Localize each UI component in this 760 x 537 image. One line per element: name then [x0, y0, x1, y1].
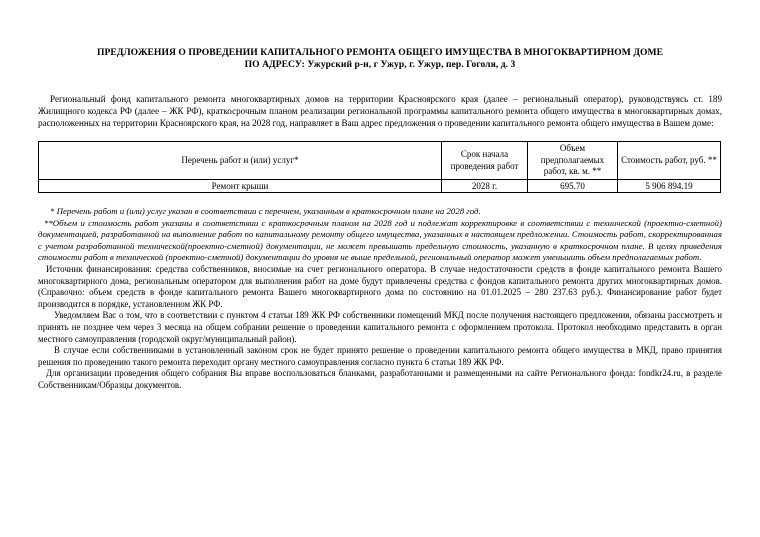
table-row [39, 180, 721, 193]
cell-cost: 5 906 894.19 [618, 180, 721, 193]
body-text [38, 264, 722, 392]
header-cost: Стоимость работ, руб. ** [618, 142, 721, 180]
header-works-list: Перечень работ и (или) услуг* [39, 142, 442, 180]
header-start-date: Срок начала проведения работ [442, 142, 528, 180]
cell-start-date: 2028 г. [442, 180, 528, 193]
intro-paragraph: Региональный фонд капитального ремонта многоквартирных домов на территории Красноярского края (далее – региональный оператор), руководствуясь ст. 189 Жилищного кодекса РФ (далее – ЖК РФ), краткосрочным планом реализации региональной программы капитального ремонта общего имущества в многоквартирных домах, расположенных на территории Красноярского края, на 2028 год, направляет в Ваш адрес предложения о проведении капитального ремонта общего имущества в Вашем доме: [38, 94, 722, 128]
forms-paragraph: Для организации проведения общего собрания Вы вправе воспользоваться бланками, разработанными и размещенными на сайте Регионального фонда: fondkr24.ru, в разделе Собственникам/Образцы документов. [38, 368, 722, 390]
footnotes [38, 206, 722, 264]
financing-paragraph: Источник финансирования: средства собственников, вносимые на счет регионального оператора. В случае недостаточности средств в фонде капитального ремонта Вашего многоквартирного дома, региональным оператором для выполнения работ на доме будут привлечены средства с фондов капитального ремонта других многоквартирных домов. (Справочно: объем средств в фонде капитального ремонта Вашего многоквартирного дома по состоянию на 01.01.2025 – 280 237.63 руб.). Финансирование работ будет производится в порядке, установленном ЖК РФ. [38, 263, 722, 309]
cell-work-name: Ремонт крыши [39, 180, 442, 193]
notification-paragraph: Уведомляем Вас о том, что в соответствии с пунктом 4 статьи 189 ЖК РФ собственники помещений МКД после получения настоящего предложения, обязаны рассмотреть и принять не позднее чем через 3 месяца на общем собрании решение о проведении капитального ремонта с оформлением протокола. Протокол необходимо представить в орган местного самоуправления (городской округ/муниципальный район). [38, 310, 722, 344]
cell-volume: 695.70 [528, 180, 618, 193]
decision-paragraph: В случае если собственниками в установленный законом срок не будет принято решение о проведении капитального ремонта общего имущества в МКД, право принятия решения по проведению такого ремонта переходит органу местного самоуправления согласно пункта 6 статьи 189 ЖК РФ. [38, 345, 722, 367]
title-line-2: ПО АДРЕСУ: Ужурский р-н, г Ужур, г. Ужур, пер. Гоголя, д. 3 [244, 59, 516, 70]
title-line-1: ПРЕДЛОЖЕНИЯ О ПРОВЕДЕНИИ КАПИТАЛЬНОГО РЕМОНТА ОБЩЕГО ИМУЩЕСТВА В МНОГОКВАРТИРНОМ ДОМЕ [96, 47, 664, 58]
header-volume: Объем предполагаемых работ, кв. м. ** [528, 142, 618, 180]
footnote-2: **Объем и стоимость работ указаны в соответствии с краткосрочным планом на 2028 год и подлежат корректировке в соответствии с технической (проектно-сметной) документацией, разработанной на выполнение работ по капитальному ремонту общего имущества, указанных в настоящем предложении. Стоимость работ, скорректированная с учетом разработанной технической(проектно-сметной) документации, не может превышать предельную стоимость, указанную в краткосрочном плане. В целях приведения стоимости работ в технической (проектно-сметной) документации до уровня не выше предельной, региональный оператор может уменьшить объем предполагаемых работ. [38, 217, 722, 263]
works-table [38, 141, 721, 193]
footnote-1: * Перечень работ и (или) услуг указан в соответствии с перечнем, указанным в краткосрочном плане на 2028 год. [50, 206, 481, 216]
document-title [38, 47, 722, 71]
table-header-row [39, 142, 721, 180]
